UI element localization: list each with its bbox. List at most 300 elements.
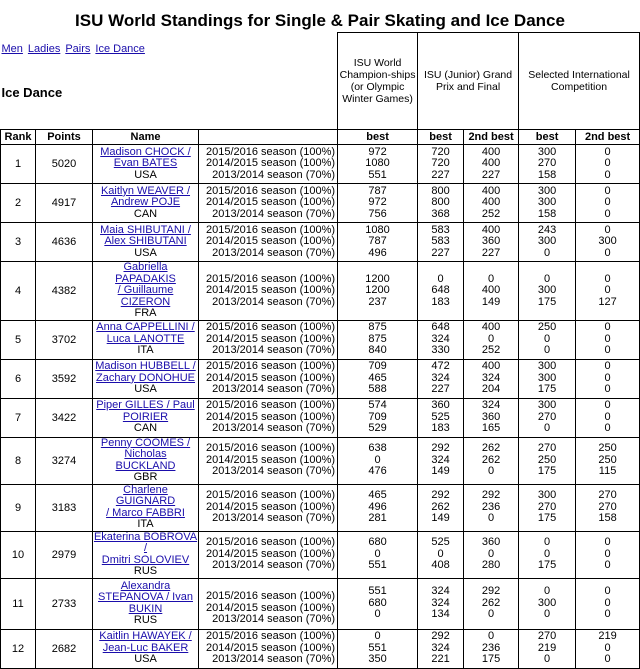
score-value: 175	[481, 653, 501, 666]
score-value: 292	[431, 489, 450, 502]
score-value: 280	[481, 559, 501, 572]
score-value: 0	[544, 272, 551, 285]
seasons-cell	[199, 262, 338, 321]
wc-best-cell	[338, 184, 418, 223]
score-value: 0	[604, 360, 611, 373]
wc-best-cell	[338, 437, 418, 484]
skater-name-link[interactable]	[93, 631, 198, 654]
ic-best-cell	[519, 262, 576, 321]
ic-2nd-best-cell	[576, 184, 640, 223]
rank-cell: 2	[1, 184, 36, 223]
season-label: 2013/2014 season (70%)	[212, 653, 336, 666]
score-value: 680	[368, 536, 387, 549]
ic-2nd-best-cell	[576, 531, 640, 578]
score-value: 134	[431, 608, 450, 621]
name-cell	[93, 484, 199, 531]
score-value: 400	[481, 223, 501, 236]
rank-cell: 7	[1, 398, 36, 437]
score-value: 840	[368, 344, 387, 357]
col-gp-best: best	[418, 130, 464, 145]
score-value: 408	[431, 559, 450, 572]
score-value: 638	[368, 442, 387, 455]
country: CAN	[133, 207, 158, 220]
rank-cell: 4	[1, 262, 36, 321]
score-value: 0	[604, 559, 611, 572]
name-cell	[93, 184, 199, 223]
wc-best-cell	[338, 531, 418, 578]
score-value: 300	[537, 489, 557, 502]
score-value: 0	[437, 272, 444, 285]
score-value: 324	[431, 332, 450, 345]
score-value: 270	[537, 442, 557, 455]
gp-best-cell	[418, 320, 464, 359]
score-value: 204	[481, 383, 501, 396]
country: FRA	[134, 307, 157, 319]
score-value: 324	[431, 585, 450, 598]
score-value: 324	[481, 399, 501, 412]
score-value: 221	[431, 653, 450, 666]
score-value: 472	[431, 360, 450, 373]
score-value: 262	[481, 596, 501, 609]
score-value: 149	[431, 465, 450, 478]
score-value: 551	[368, 168, 387, 181]
skater-name-line: STEPANOVA / Ivan	[98, 591, 193, 603]
gp-best-cell	[418, 531, 464, 578]
score-value: 175	[537, 383, 557, 396]
ic-2nd-best-cell	[576, 578, 640, 629]
score-value: 496	[368, 500, 387, 513]
score-value: 262	[481, 442, 501, 455]
score-value: 250	[598, 442, 617, 455]
rank-cell: 12	[1, 629, 36, 668]
score-value: 0	[487, 608, 495, 621]
season-label: 2013/2014 season (70%)	[212, 613, 336, 626]
gp-2nd-best-cell	[464, 223, 519, 262]
score-value: 270	[537, 630, 557, 643]
skater-name-link[interactable]	[93, 400, 198, 423]
season-label: 2015/2016 season (100%)	[206, 184, 336, 197]
season-label: 2013/2014 season (70%)	[212, 512, 336, 525]
country: RUS	[133, 614, 158, 626]
score-value: 0	[604, 184, 611, 197]
score-value: 262	[431, 500, 450, 513]
score-value: 0	[544, 653, 551, 666]
table-row	[1, 184, 640, 223]
score-value: 583	[431, 223, 450, 236]
points-cell: 2733	[36, 578, 93, 629]
skater-name-line: Penny COOMES /	[100, 437, 191, 449]
gp-2nd-best-cell	[464, 359, 519, 398]
wc-best-cell	[338, 320, 418, 359]
score-value: 0	[544, 608, 551, 621]
rank-cell: 6	[1, 359, 36, 398]
score-value: 0	[604, 246, 611, 259]
score-value: 0	[544, 344, 551, 357]
score-value: 0	[604, 344, 611, 357]
score-value: 648	[431, 284, 450, 296]
ic-best-cell	[519, 531, 576, 578]
country: ITA	[137, 344, 154, 357]
score-value: 0	[604, 536, 611, 549]
skater-name-line: Alexandra	[120, 579, 171, 592]
score-value: 0	[544, 246, 551, 259]
score-value: 175	[537, 559, 557, 572]
score-value: 0	[604, 332, 611, 345]
skater-name-line: Jean-Luc BAKER	[102, 641, 189, 654]
score-value: 0	[604, 272, 611, 285]
score-value: 400	[481, 360, 501, 373]
gp-2nd-best-cell	[464, 320, 519, 359]
score-value: 583	[431, 235, 450, 248]
score-value: 875	[368, 332, 387, 345]
skater-name-link[interactable]	[93, 225, 198, 248]
score-value: 574	[368, 399, 387, 412]
gp-best-cell	[418, 629, 464, 668]
grand-prix-header: ISU (Junior) Grand Prix and Final	[418, 33, 519, 130]
skater-name-link[interactable]	[93, 186, 198, 209]
name-cell	[93, 578, 199, 629]
seasons-cell	[199, 629, 338, 668]
gp-best-cell	[418, 398, 464, 437]
col-name: Name	[93, 130, 199, 145]
table-row	[1, 629, 640, 668]
score-value: 709	[368, 410, 387, 423]
score-value: 250	[598, 453, 617, 466]
gp-2nd-best-cell	[464, 145, 519, 184]
skater-name-line: Kaitlyn WEAVER /	[100, 184, 191, 197]
score-value: 0	[374, 453, 381, 466]
score-value: 0	[604, 585, 611, 598]
seasons-cell	[199, 359, 338, 398]
name-cell	[93, 145, 199, 184]
season-label: 2015/2016 season (100%)	[206, 321, 336, 334]
table-row	[1, 145, 640, 184]
gp-best-cell	[418, 578, 464, 629]
gp-2nd-best-cell	[464, 629, 519, 668]
skater-name-link[interactable]	[93, 147, 198, 170]
score-value: 0	[374, 630, 381, 643]
col-ic-2nd-best: 2nd best	[576, 130, 640, 145]
score-value: 0	[374, 547, 381, 560]
score-value: 324	[431, 453, 450, 466]
gp-best-cell	[418, 262, 464, 321]
world-championships-header: ISU World Champion-ships (or Olympic Winter Games)	[338, 33, 418, 130]
score-value: 0	[604, 157, 611, 170]
col-rank: Rank	[1, 130, 36, 145]
score-value: 252	[481, 344, 501, 357]
wc-best-cell	[338, 223, 418, 262]
name-cell	[93, 223, 199, 262]
ic-best-cell	[519, 145, 576, 184]
points-cell: 4917	[36, 184, 93, 223]
score-value: 300	[537, 145, 557, 158]
score-value: 0	[604, 145, 611, 158]
ic-best-cell	[519, 184, 576, 223]
score-value: 529	[368, 422, 387, 435]
score-value: 324	[431, 371, 450, 384]
skater-name-line: Dmitri SOLOVIEV	[101, 553, 190, 566]
skater-name-line: Gabriella PAPADAKIS	[115, 261, 176, 285]
skater-name-line: BUKIN	[128, 602, 163, 615]
score-value: 0	[604, 207, 611, 220]
name-cell	[93, 320, 199, 359]
score-value: 972	[368, 145, 387, 158]
season-label: 2014/2015 season (100%)	[206, 547, 336, 560]
score-value: 0	[604, 371, 611, 384]
score-value: 720	[431, 145, 450, 158]
table-row	[1, 359, 640, 398]
score-value: 270	[537, 410, 557, 423]
rank-cell: 5	[1, 320, 36, 359]
score-value: 588	[368, 383, 387, 396]
score-value: 787	[368, 235, 387, 248]
ic-2nd-best-cell	[576, 359, 640, 398]
score-value: 270	[537, 157, 557, 170]
score-value: 292	[431, 442, 450, 455]
wc-best-cell	[338, 262, 418, 321]
nav-link-ice-dance[interactable]: Ice Dance	[95, 42, 145, 55]
score-value: 158	[598, 512, 617, 525]
skater-name-link[interactable]	[93, 532, 198, 567]
skater-name-line: / Marco FABBRI	[106, 506, 185, 519]
score-value: 0	[604, 383, 611, 396]
wc-best-cell	[338, 145, 418, 184]
season-label: 2013/2014 season (70%)	[212, 344, 336, 357]
seasons-cell	[199, 437, 338, 484]
score-value: 551	[368, 585, 387, 598]
score-value: 227	[481, 168, 501, 181]
seasons-cell	[199, 223, 338, 262]
nav-link-ladies[interactable]: Ladies	[27, 42, 61, 55]
score-value: 350	[368, 653, 387, 666]
score-value: 1080	[365, 223, 390, 236]
score-value: 149	[431, 512, 450, 525]
skater-name-line: Charlene GUIGNARD	[115, 484, 176, 507]
score-value: 236	[481, 641, 501, 654]
score-value: 648	[431, 321, 450, 334]
ic-best-cell	[519, 223, 576, 262]
score-value: 243	[537, 223, 557, 236]
score-value: 0	[544, 332, 551, 345]
score-value: 360	[431, 399, 450, 412]
table-row	[1, 531, 640, 578]
ic-2nd-best-cell	[576, 398, 640, 437]
column-header-row	[1, 130, 640, 145]
ic-2nd-best-cell	[576, 145, 640, 184]
score-value: 0	[374, 608, 381, 621]
country: USA	[134, 168, 157, 181]
season-label: 2014/2015 season (100%)	[206, 453, 336, 466]
season-label: 2015/2016 season (100%)	[206, 442, 336, 455]
ic-2nd-best-cell	[576, 437, 640, 484]
score-value: 0	[544, 585, 551, 598]
table-row	[1, 484, 640, 531]
ic-best-cell	[519, 398, 576, 437]
score-value: 1200	[365, 272, 390, 285]
table-row	[1, 223, 640, 262]
season-label: 2014/2015 season (100%)	[206, 410, 336, 423]
score-value: 262	[481, 453, 501, 466]
season-label: 2014/2015 season (100%)	[206, 601, 336, 614]
score-value: 324	[431, 596, 450, 609]
country: ITA	[137, 518, 154, 530]
skater-name-link[interactable]	[93, 361, 198, 384]
col-gp-2nd-best: 2nd best	[464, 130, 519, 145]
skater-name-link[interactable]	[93, 322, 198, 345]
rank-cell: 11	[1, 578, 36, 629]
score-value: 252	[481, 207, 501, 220]
score-value: 0	[544, 536, 551, 549]
skater-name-line: Andrew POJE	[110, 196, 181, 209]
score-value: 0	[604, 284, 611, 296]
skater-name-line: Anna CAPPELLINI /	[96, 321, 195, 334]
seasons-cell	[199, 484, 338, 531]
skater-name-line: Piper GILLES / Paul	[96, 399, 195, 412]
score-value: 0	[604, 547, 611, 560]
gp-best-cell	[418, 359, 464, 398]
score-value: 400	[481, 184, 501, 197]
season-label: 2014/2015 season (100%)	[206, 196, 336, 209]
score-value: 0	[487, 512, 495, 525]
score-value: 158	[537, 207, 557, 220]
rank-cell: 10	[1, 531, 36, 578]
seasons-cell	[199, 145, 338, 184]
score-value: 292	[431, 630, 450, 643]
skater-name-line: Kaitlin HAWAYEK /	[99, 630, 192, 643]
score-value: 0	[487, 272, 495, 285]
rank-cell: 3	[1, 223, 36, 262]
country: RUS	[133, 565, 158, 577]
season-label: 2014/2015 season (100%)	[206, 641, 336, 654]
section-title: Ice Dance	[1, 84, 63, 100]
score-value: 368	[431, 207, 450, 220]
seasons-cell	[199, 578, 338, 629]
ic-2nd-best-cell	[576, 484, 640, 531]
gp-best-cell	[418, 184, 464, 223]
seasons-cell	[199, 320, 338, 359]
season-label: 2014/2015 season (100%)	[206, 332, 336, 345]
score-value: 270	[598, 500, 617, 513]
standings-table	[0, 32, 640, 669]
gp-2nd-best-cell	[464, 437, 519, 484]
score-value: 227	[431, 168, 450, 181]
nav-link-men[interactable]: Men	[1, 42, 23, 55]
season-label: 2014/2015 season (100%)	[206, 235, 336, 248]
gp-best-cell	[418, 484, 464, 531]
score-value: 0	[604, 410, 611, 423]
score-value: 300	[537, 596, 557, 609]
score-value: 127	[598, 295, 617, 308]
score-value: 219	[537, 641, 557, 654]
score-value: 400	[481, 157, 501, 170]
points-cell: 3183	[36, 484, 93, 531]
name-cell	[93, 359, 199, 398]
col-ic-best: best	[519, 130, 576, 145]
skater-name-line: POIRIER	[122, 410, 169, 423]
score-value: 875	[368, 321, 387, 334]
table-row	[1, 398, 640, 437]
season-label: 2015/2016 season (100%)	[206, 399, 336, 412]
score-value: 0	[604, 223, 611, 236]
season-label: 2013/2014 season (70%)	[212, 422, 336, 435]
skater-name-link[interactable]	[93, 438, 198, 473]
ic-best-cell	[519, 437, 576, 484]
score-value: 360	[481, 410, 501, 423]
skater-name-line: / Guillaume CIZERON	[117, 284, 174, 308]
wc-best-cell	[338, 359, 418, 398]
score-value: 800	[431, 184, 450, 197]
score-value: 250	[537, 453, 557, 466]
season-label: 2013/2014 season (70%)	[212, 246, 336, 259]
season-label: 2013/2014 season (70%)	[212, 207, 336, 220]
rank-cell: 1	[1, 145, 36, 184]
score-value: 400	[481, 284, 501, 296]
score-value: 551	[368, 641, 387, 654]
skater-name-line: Madison HUBBELL /	[95, 360, 196, 373]
score-value: 281	[368, 512, 387, 525]
score-value: 115	[598, 465, 617, 478]
score-value: 0	[544, 422, 551, 435]
score-value: 300	[537, 184, 557, 197]
country: GBR	[133, 471, 158, 483]
score-value: 400	[481, 321, 501, 334]
score-value: 525	[431, 536, 450, 549]
skater-name-line: Alex SHIBUTANI	[104, 235, 187, 248]
skater-name-line: Madison CHOCK /	[100, 145, 191, 158]
skater-name-link[interactable]	[93, 485, 198, 520]
page-title: ISU World Standings for Single & Pair Skating and Ice Dance	[75, 11, 565, 30]
table-row	[1, 578, 640, 629]
gp-best-cell	[418, 437, 464, 484]
score-value: 270	[598, 489, 617, 502]
ic-2nd-best-cell	[576, 223, 640, 262]
score-value: 800	[431, 196, 450, 209]
score-value: 165	[481, 422, 501, 435]
score-value: 496	[368, 246, 387, 259]
score-value: 0	[487, 547, 495, 560]
score-value: 0	[604, 196, 611, 209]
season-label: 2013/2014 season (70%)	[212, 465, 336, 478]
season-label: 2014/2015 season (100%)	[206, 157, 336, 170]
score-value: 149	[481, 295, 501, 308]
score-value: 324	[481, 371, 501, 384]
season-label: 2013/2014 season (70%)	[212, 295, 336, 308]
score-value: 360	[481, 235, 501, 248]
skater-name-line: Maia SHIBUTANI /	[100, 223, 191, 236]
table-row	[1, 320, 640, 359]
wc-best-cell	[338, 629, 418, 668]
gp-2nd-best-cell	[464, 531, 519, 578]
points-cell: 4382	[36, 262, 93, 321]
skater-name-link[interactable]	[93, 581, 198, 616]
ic-best-cell	[519, 578, 576, 629]
international-competition-header: Selected International Competition	[519, 33, 640, 130]
name-cell	[93, 398, 199, 437]
seasons-cell	[199, 398, 338, 437]
nav-link-pairs[interactable]: Pairs	[65, 42, 91, 55]
points-cell: 5020	[36, 145, 93, 184]
score-value: 227	[431, 383, 450, 396]
gp-2nd-best-cell	[464, 578, 519, 629]
skater-name-line: Nicholas BUCKLAND	[115, 448, 176, 472]
score-value: 324	[431, 641, 450, 654]
score-value: 0	[487, 630, 495, 643]
score-value: 227	[481, 246, 501, 259]
name-cell	[93, 531, 199, 578]
skater-name-link[interactable]	[93, 262, 198, 308]
score-value: 476	[368, 465, 387, 478]
gp-best-cell	[418, 145, 464, 184]
